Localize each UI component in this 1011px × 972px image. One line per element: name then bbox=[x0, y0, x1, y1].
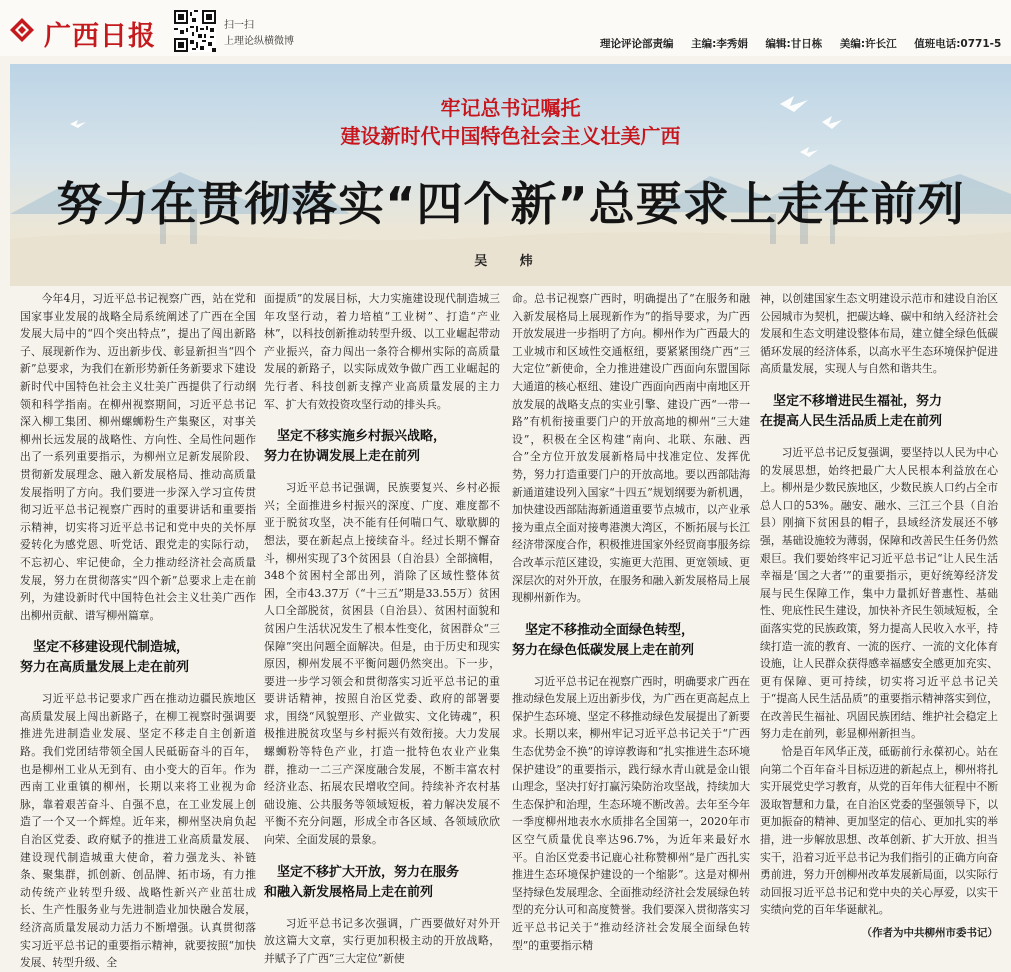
section-heading-1 bbox=[20, 638, 256, 678]
paragraph: 习近平总书记多次强调，广西要做好对外开放这篇大文章，实行更加积极主动的开放战略，并赋予了广西“三大定位”新使 bbox=[264, 916, 500, 965]
article-column-3 bbox=[512, 290, 750, 954]
article-headline: 努力在贯彻落实“四个新”总要求上走在前列 bbox=[56, 177, 965, 231]
editorial-phone: 值班电话:0771-5 bbox=[914, 38, 1002, 50]
scan-prompt: 扫一扫 bbox=[224, 20, 254, 31]
section-heading-4 bbox=[512, 621, 750, 661]
paragraph: 习近平总书记要求广西在推动边疆民族地区高质量发展上闯出新路子，在柳工视察时强调要推进先进制造业发展、坚定不移走自主创新道路。我们党团结带领全国人民砥砺奋斗的百年，也是柳州工业从无到有、由小变大的百年。作为西南工业重镇的柳州，长期以来将工业视为命脉，靠着艰苦奋斗、自强不息，在工业发展上创造了一个又一个辉煌。近年来，柳州坚决肩负起自治区党委、政府赋予的推进工业高质量发展、建设现代制造城重大使命，着力强龙头、补链条、聚集群，抓创新、创品牌、拓市场，有力推动传统产业转型升级、战略性新兴产业茁壮成长、生产性服务业与先进制造业加快融合发展，经济高质量发展动力活力不断增强。认真贯彻落实习近平总书记的重要指示精神，就要按照“加快发展、转型升级、全 bbox=[20, 692, 256, 970]
author-signature: （作者为中共柳州市委书记） bbox=[861, 927, 998, 939]
editorial-info bbox=[600, 36, 1011, 51]
section-heading-line: 在提高人民生活品质上走在前列 bbox=[760, 413, 943, 429]
editorial-chief-editor: 主编:李秀娟 bbox=[691, 38, 748, 50]
paragraph: 恰是百年风华正茂，砥砺前行永葆初心。站在向第二个百年奋斗目标迈进的新起点上，柳州将扎实开展党史学习教育，从党的百年伟大征程中不断汲取智慧和力量，在自治区党委的坚强领导下，以更加振奋的精神、更加坚定的信心、更加扎实的举措，进一步解放思想、改革创新、扩大开放、担当实干，沿着习近平总书记为我们指引的正确方向奋勇前进，努力开创柳州改革发展新局面，以实际行动回报习近平总书记和党中央的关心厚爱，以实干实绩向党的百年华诞献礼。 bbox=[760, 745, 998, 917]
headline-banner bbox=[10, 64, 1011, 286]
paragraph: 习近平总书记反复强调，要坚持以人民为中心的发展思想，始终把最广大人民根本利益放在心上。柳州是少数民族地区，少数民族人口约占全市总人口的53%。融安、融水、三江三个县（自治县）刚摘下贫困县的帽子，县域经济发展还不够强，基础设施较为薄弱，保障和改善民生任务仍然艰巨。我们要始终牢记习近平总书记“让人民生活幸福是‘国之大者’”的重要指示，更好统筹经济发展与民生保障工作，集中力量抓好普惠性、基础性、兜底性民生建设，加快补齐民生领域短板，全面落实党的民族政策，努力提高人民收入水平，持续打造一流的教育、一流的医疗、一流的文化体育设施，让人民群众获得感幸福感安全感更加充实、更有保障、更可持续，切实将习近平总书记关于“提高人民生活品质”的重要指示精神落实到位，在改善民生福祉、巩固民族团结、维护社会稳定上努力走在前列，彰显柳州新担当。 bbox=[760, 445, 998, 741]
article-column-4 bbox=[760, 290, 998, 943]
kicker-line-2: 建设新时代中国特色社会主义壮美广西 bbox=[340, 124, 681, 148]
paragraph: 今年4月，习近平总书记视察广西，站在党和国家事业发展的战略全局系统阐述了广西在全国发展大局中的“四个突出特点”，提出了闯出新路子、展现新作为、迈出新步伐、彰显新担当“四个新”总要求，为我们在新形势新任务新要求下建设新时代中国特色社会主义壮美广西提供了行动纲领和科学指南。在柳州视察期间，习近平总书记深入柳工集团、柳州螺蛳粉生产集聚区，对事关柳州长远发展的战略性、方向性、全局性问题作出了一系列重要指示，为柳州立足新发展阶段、贯彻新发展理念、融入新发展格局、推动高质量发展指明了方向。我们要进一步深入学习宣传贯彻习近平总书记视察广西时的重要讲话和重要指示精神，切实将习近平总书记和党中央的关怀厚爱转化为感党恩、听党话、跟党走的实际行动，不忘初心、牢记使命，全力推动经济社会高质量发展，努力在贯彻落实“四个新”总要求上走在前列，为建设新时代中国特色社会主义壮美广西作出柳州贡献、谱写柳州篇章。 bbox=[20, 292, 256, 622]
section-heading-line: 坚定不移扩大开放，努力在服务 bbox=[277, 864, 460, 880]
kicker-line-1: 牢记总书记嘱托 bbox=[440, 96, 581, 120]
section-heading-2 bbox=[264, 427, 500, 467]
paragraph: 习近平总书记在视察广西时，明确要求广西在推动绿色发展上迈出新步伐，为广西在更高起点上保护生态环境、坚定不移推动绿色发展提出了新要求。长期以来，柳州牢记习近平总书记关于“广西生态优势金不换”的谆谆教诲和“扎实推进生态环境保护建设”的重要指示，践行绿水青山就是金山银山理念，坚决打好打赢污染防治攻坚战，持续加大生态保护和治理，生态环境不断改善。去年至今年一季度柳州地表水水质排名全国第一，2020年市区空气质量优良率达96.7%，为近年来最好水平。自治区党委书记鹿心社称赞柳州“是广西扎实推进生态环境保护建设的一个缩影”。这是对柳州坚持绿色发展理念、全面推动经济社会发展绿色转型的充分认可和高度赞誉。我们要深入贯彻落实习近平总书记关于“推动经济社会发展全面绿色转型”的重要指示精 bbox=[512, 674, 750, 952]
section-heading-line: 努力在高质量发展上走在前列 bbox=[20, 660, 190, 676]
paragraph: 神，以创建国家生态文明建设示范市和建设自治区公园城市为契机，把碳达峰、碳中和纳入经济社会发展和生态文明建设整体布局，建立健全绿色低碳循环发展的经济体系，以高水平生态环境保护促进高质量发展，实现人与自然和谐共生。 bbox=[760, 292, 998, 376]
section-heading-3 bbox=[264, 863, 500, 903]
newspaper-name: 广西日报 bbox=[44, 21, 156, 52]
section-heading-line: 坚定不移增进民生福祉，努力 bbox=[773, 393, 943, 409]
qr-code-icon[interactable] bbox=[174, 10, 216, 52]
editorial-art-editor: 美编:许长江 bbox=[839, 38, 897, 50]
section-heading-line: 努力在绿色低碳发展上走在前列 bbox=[512, 642, 695, 658]
section-heading-line: 坚定不移推动全面绿色转型， bbox=[525, 622, 695, 638]
article-column-1 bbox=[20, 290, 256, 972]
paragraph: 命。总书记视察广西时，明确提出了“在服务和融入新发展格局上展现新作为”的指导要求，为广西开放发展进一步指明了方向。柳州作为广西最大的工业城市和区域性交通枢纽，要紧紧围绕广西“三大定位”新使命，全力推进建设广西面向东盟国际大通道的核心枢纽、建设广西面向西南中南地区开放发展的战略支点的实业引擎、建设广西“一带一路”有机衔接重要门户的开放高地的柳州“三大建设”，积极在全区构建“南向、北联、东融、西合”全方位开放发展新格局中找准定位、发挥优势，努力打造重要门户的开放高地。要以西部陆海新通道建设列入国家“十四五”规划纲要为新机遇，加快建设西部陆海新通道重要节点城市，以产业承接为重点全面对接粤港澳大湾区，不断拓展与长江经济带深度合作，积极推进国家外经贸商事服务综合改革示范区建设，实施更大范围、更宽领域、更深层次的对外开放，在服务和融入新发展格局上展现柳州新作为。 bbox=[512, 292, 750, 605]
newspaper-logo-icon bbox=[9, 17, 35, 43]
paragraph: 习近平总书记强调，民族要复兴、乡村必振兴；全面推进乡村振兴的深度、广度、难度都不亚于脱贫攻坚，决不能有任何喘口气、歇歇脚的想法，要在新起点上接续奋斗。经过长期不懈奋斗，柳州实现了3个贫困县（自治县）全部摘帽，348个贫困村全部出列，消除了区域性整体贫困，全市43.37万（“十三五”期是33.55万）贫困人口全部脱贫，贫困县（自治县）、贫困村面貌和贫困户生活状况发生了根本性变化，贫困群众“三保障”突出问题全面解决。但是，由于历史和现实原因，柳州发展不平衡问题仍然突出。下一步，要进一步学习领会和贯彻落实习近平总书记的重要讲话精神，按照自治区党委、政府的部署要求，围绕“风貌塑形、产业做实、文化铸魂”，积极推进脱贫攻坚与乡村振兴有效衔接。大力发展螺蛳粉等特色产业，打造一批特色农业产业集群，推动一二三产深度融合发展，不断丰富农村经济业态、拓展农民增收空间。持续补齐农村基础设施、公共服务等领域短板，着力解决发展不平衡不充分问题，形成全市各区域、各领域欣欣向荣、全面发展的景象。 bbox=[264, 481, 500, 847]
section-heading-line: 坚定不移实施乡村振兴战略， bbox=[277, 429, 447, 445]
masthead bbox=[0, 0, 1011, 56]
section-heading-line: 努力在协调发展上走在前列 bbox=[264, 449, 421, 465]
article-author: 吴 炜 bbox=[474, 254, 547, 269]
article-column-2 bbox=[264, 290, 500, 967]
section-heading-5 bbox=[760, 392, 998, 432]
section-heading-line: 坚定不移建设现代制造城， bbox=[33, 640, 190, 656]
editorial-editor: 编辑:甘日栋 bbox=[765, 38, 823, 50]
paragraph: 面提质”的发展目标，大力实施建设现代制造城三年攻坚行动，着力培植“工业树”、打造“产业林”，以科技创新推动转型升级、以工业崛起带动产业振兴，奋力闯出一条符合柳州实际的高质量发展的新路子，以实际成效争做广西工业崛起的先行者、科技创新支撑产业高质量发展的主力军、扩大有效投资攻坚行动的排头兵。 bbox=[264, 292, 500, 411]
weibo-prompt: 上理论纵横微博 bbox=[224, 36, 294, 47]
section-heading-line: 和融入新发展格局上走在前列 bbox=[264, 884, 434, 900]
editorial-department: 理论评论部责编 bbox=[600, 38, 674, 50]
